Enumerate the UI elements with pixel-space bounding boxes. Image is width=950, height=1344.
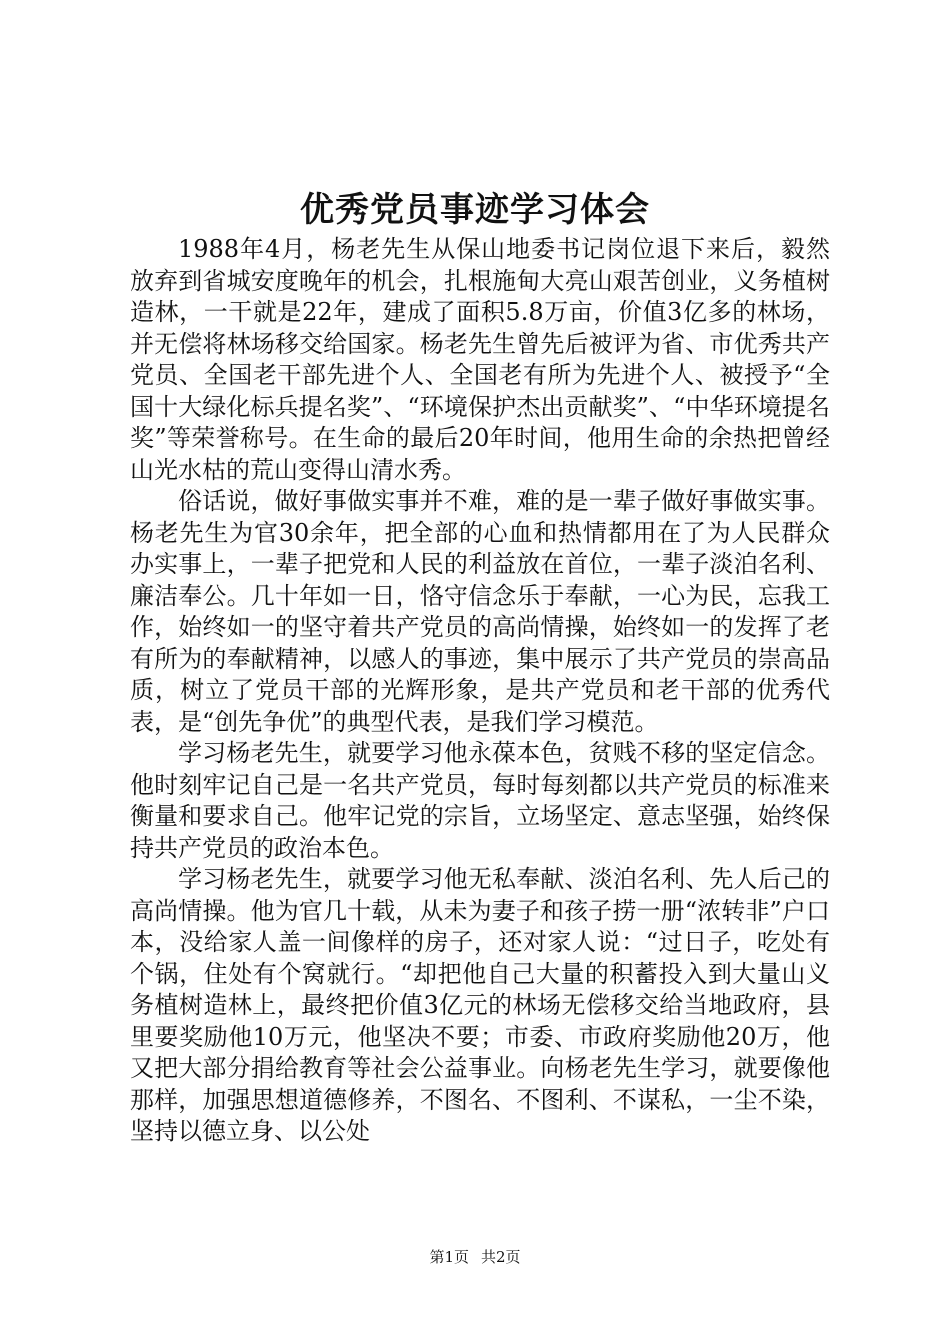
page-number: 第1页 [429, 1248, 469, 1266]
document-title: 优秀党员事迹学习体会 [300, 190, 650, 230]
paragraph-2: 俗话说，做好事做实事并不难，难的是一辈子做好事做实事。杨老先生为官30余年，把全部的心血和热情都用在了为人民群众办实事上，一辈子把党和人民的利益放在首位，一辈子淡泊名利、廉洁奉公。几十年如一日，恪守信念乐于奉献，一心为民，忘我工作，始终如一的坚守着共产党员的高尚情操，始终如一的发挥了老有所为的奉献精神，以感人的事迹，集中展示了共产党员的崇高品质，树立了党员干部的光辉形象，是共产党员和老干部的优秀代表，是“创先争优”的典型代表，是我们学习模范。 [130, 487, 830, 736]
page-total: 共2页 [481, 1248, 521, 1266]
document-body [130, 234, 830, 1148]
paragraph-3: 学习杨老先生，就要学习他永葆本色，贫贱不移的坚定信念。他时刻牢记自己是一名共产党员，每时每刻都以共产党员的标准来衡量和要求自己。他牢记党的宗旨，立场坚定、意志坚强，始终保持共产党员的政治本色。 [130, 739, 830, 862]
paragraph-4: 学习杨老先生，就要学习他无私奉献、淡泊名利、先人后己的高尚情操。他为官几十载，从未为妻子和孩子捞一册“浓转非”户口本，没给家人盖一间像样的房子，还对家人说：“过日子，吃处有个锅，住处有个窝就行。“却把他自己大量的积蓄投入到大量山义务植树造林上，最终把价值3亿元的林场无偿移交给当地政府，县里要奖励他10万元，他坚决不要；市委、市政府奖励他20万，他又把大部分捐给教育等社会公益事业。向杨老先生学习，就要像他那样，加强思想道德修养，不图名、不图利、不谋私，一尘不染，坚持以德立身、以公处 [130, 865, 830, 1145]
paragraph-1: 1988年4月，杨老先生从保山地委书记岗位退下来后，毅然放弃到省城安度晚年的机会，扎根施甸大亮山艰苦创业，义务植树造林，一干就是22年，建成了面积5.8万亩，价值3亿多的林场，并无偿将林场移交给国家。杨老先生曾先后被评为省、市优秀共产党员、全国老干部先进个人、全国老有所为先进个人、被授予“全国十大绿化标兵提名奖”、“环境保护杰出贡献奖”、“中华环境提名奖”等荣誉称号。在生命的最后20年时间，他用生命的余热把曾经山光水枯的荒山变得山清水秀。 [130, 235, 830, 484]
page-footer [0, 1245, 950, 1269]
